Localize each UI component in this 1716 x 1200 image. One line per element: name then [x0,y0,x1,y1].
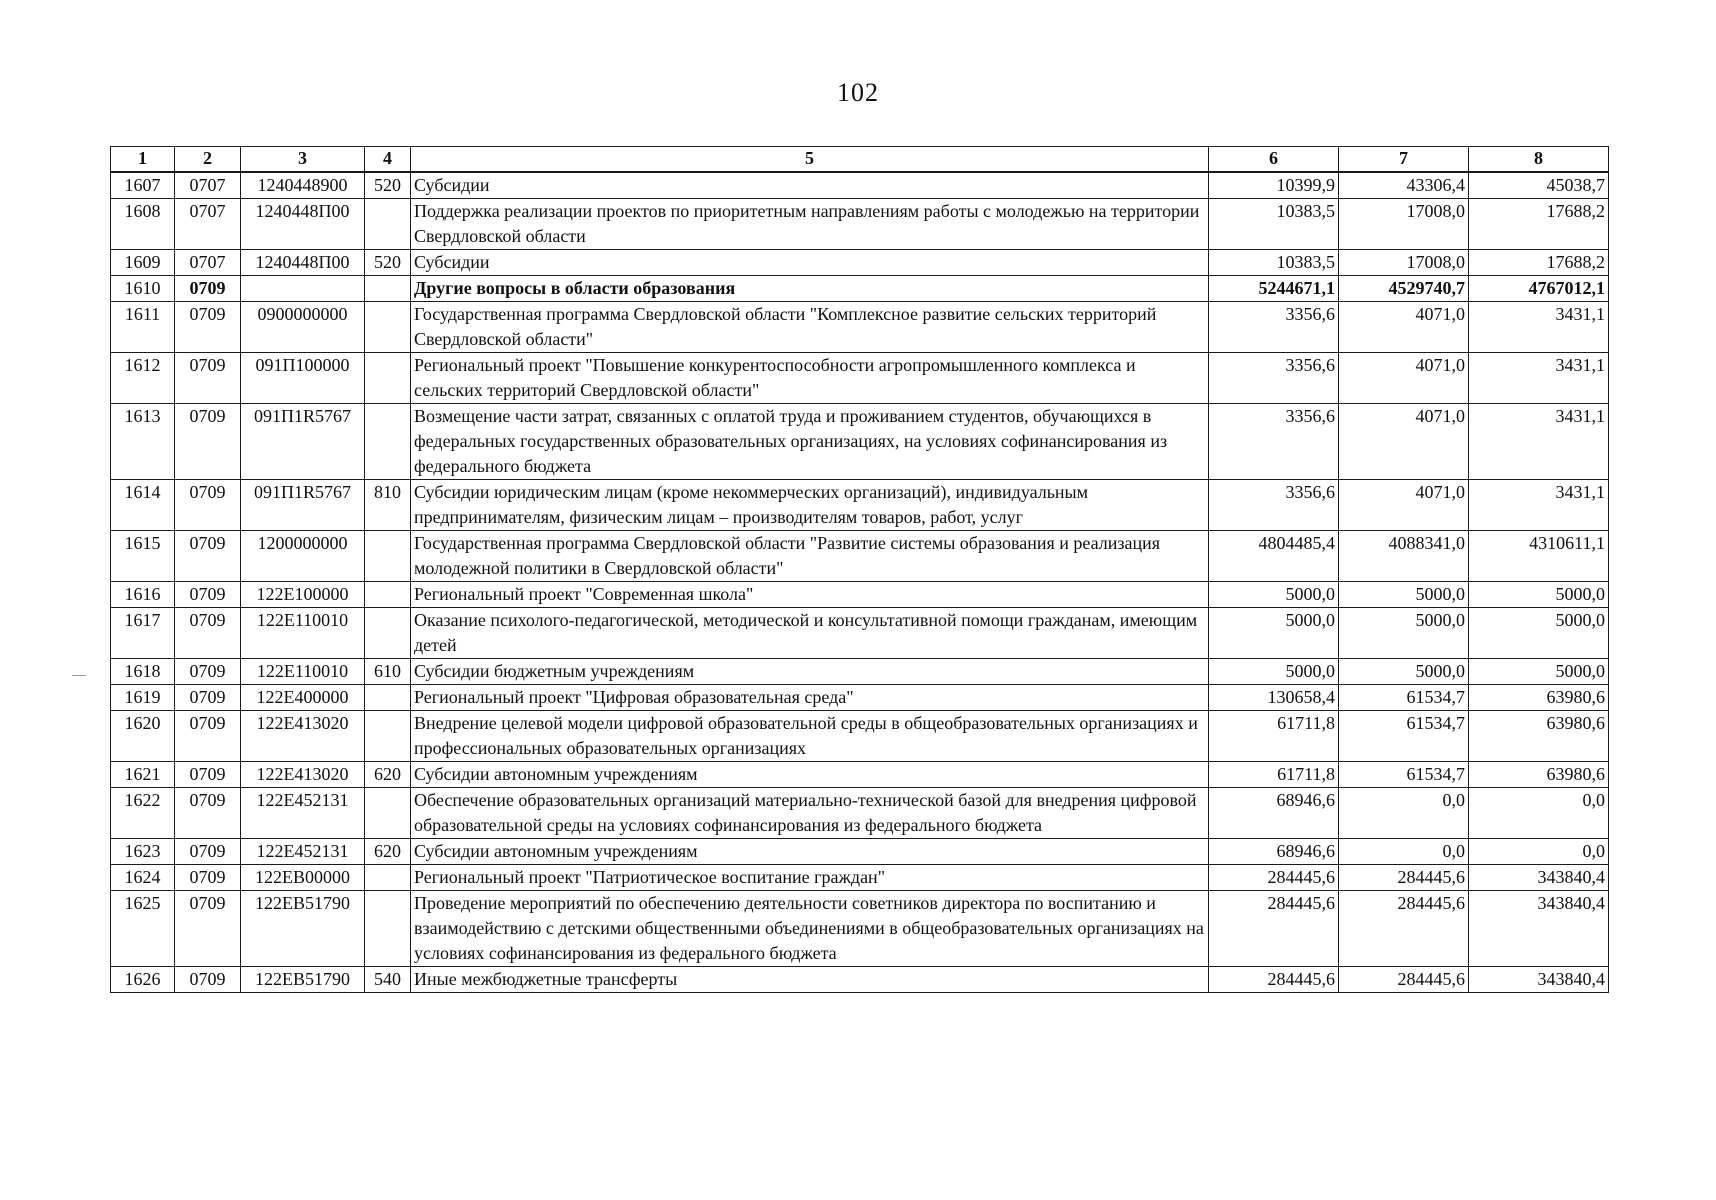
expense-type [365,276,411,302]
amount-col-8: 0,0 [1469,788,1609,839]
table-row [111,865,1609,891]
item-name: Субсидии [411,172,1209,199]
row-number: 1615 [111,531,175,582]
item-name: Обеспечение образовательных организаций материально-технической базой для внедрения цифровой образовательной среды на условиях софинансирования из федерального бюджета [411,788,1209,839]
page-number: 102 [837,78,879,107]
target-code: 122Е452131 [241,788,365,839]
amount-col-6: 10399,9 [1209,172,1339,199]
amount-col-8: 4767012,1 [1469,276,1609,302]
target-code: 1240448П00 [241,250,365,276]
amount-col-6: 68946,6 [1209,788,1339,839]
amount-col-6: 3356,6 [1209,353,1339,404]
section-code: 0709 [175,788,241,839]
item-name: Другие вопросы в области образования [411,276,1209,302]
expense-type [365,788,411,839]
amount-col-7: 4071,0 [1339,302,1469,353]
table-row [111,608,1609,659]
row-number: 1621 [111,762,175,788]
expense-type: 810 [365,480,411,531]
row-number: 1618 [111,659,175,685]
table-row [111,250,1609,276]
amount-col-6: 3356,6 [1209,404,1339,480]
amount-col-7: 5000,0 [1339,582,1469,608]
section-code: 0707 [175,172,241,199]
section-code: 0709 [175,353,241,404]
table-row [111,685,1609,711]
amount-col-8: 5000,0 [1469,608,1609,659]
target-code: 091П1R5767 [241,404,365,480]
expense-type [365,531,411,582]
col-header-1: 1 [111,147,175,173]
item-name: Региональный проект "Патриотическое воспитание граждан" [411,865,1209,891]
col-header-6: 6 [1209,147,1339,173]
amount-col-6: 284445,6 [1209,967,1339,993]
section-code: 0709 [175,480,241,531]
item-name: Государственная программа Свердловской области "Комплексное развитие сельских территорий Свердловской области" [411,302,1209,353]
amount-col-6: 61711,8 [1209,711,1339,762]
target-code: 122Е400000 [241,685,365,711]
target-code: 122ЕВ51790 [241,891,365,967]
row-number: 1626 [111,967,175,993]
amount-col-8: 63980,6 [1469,762,1609,788]
expense-type [365,685,411,711]
expense-type [365,608,411,659]
section-code: 0709 [175,582,241,608]
target-code: 091П1R5767 [241,480,365,531]
section-code: 0707 [175,250,241,276]
amount-col-8: 5000,0 [1469,659,1609,685]
amount-col-7: 43306,4 [1339,172,1469,199]
section-code: 0709 [175,839,241,865]
row-number: 1623 [111,839,175,865]
target-code: 091П100000 [241,353,365,404]
item-name: Субсидии бюджетным учреждениям [411,659,1209,685]
item-name: Субсидии юридическим лицам (кроме некоммерческих организаций), индивидуальным предпринимателям, физическим лицам – производителям товаров, работ, услуг [411,480,1209,531]
table-row [111,172,1609,199]
expense-type [365,404,411,480]
expense-type: 520 [365,172,411,199]
amount-col-8: 4310611,1 [1469,531,1609,582]
amount-col-7: 4071,0 [1339,480,1469,531]
target-code: 1240448900 [241,172,365,199]
expense-type [365,302,411,353]
row-number: 1625 [111,891,175,967]
expense-type: 610 [365,659,411,685]
row-number: 1616 [111,582,175,608]
table-header-row [111,147,1609,173]
target-code: 122Е413020 [241,762,365,788]
expense-type [365,353,411,404]
expense-type [365,199,411,250]
item-name: Поддержка реализации проектов по приоритетным направлениям работы с молодежью на территории Свердловской области [411,199,1209,250]
amount-col-8: 343840,4 [1469,865,1609,891]
col-header-8: 8 [1469,147,1609,173]
table-row [111,659,1609,685]
amount-col-6: 10383,5 [1209,199,1339,250]
amount-col-8: 343840,4 [1469,967,1609,993]
item-name: Иные межбюджетные трансферты [411,967,1209,993]
table-row [111,480,1609,531]
amount-col-8: 3431,1 [1469,353,1609,404]
amount-col-7: 17008,0 [1339,199,1469,250]
row-number: 1617 [111,608,175,659]
expense-type [365,891,411,967]
target-code: 122ЕВ51790 [241,967,365,993]
amount-col-6: 5000,0 [1209,608,1339,659]
amount-col-7: 4529740,7 [1339,276,1469,302]
table-row [111,582,1609,608]
target-code: 1240448П00 [241,199,365,250]
target-code: 122ЕВ00000 [241,865,365,891]
table-row [111,531,1609,582]
target-code: 122Е452131 [241,839,365,865]
section-code: 0709 [175,891,241,967]
amount-col-7: 0,0 [1339,788,1469,839]
expense-type: 520 [365,250,411,276]
amount-col-7: 284445,6 [1339,865,1469,891]
target-code: 0900000000 [241,302,365,353]
amount-col-7: 17008,0 [1339,250,1469,276]
amount-col-6: 5000,0 [1209,582,1339,608]
target-code: 122Е110010 [241,659,365,685]
item-name: Субсидии автономным учреждениям [411,762,1209,788]
col-header-5: 5 [411,147,1209,173]
row-number: 1607 [111,172,175,199]
target-code: 122Е413020 [241,711,365,762]
amount-col-7: 5000,0 [1339,659,1469,685]
amount-col-8: 17688,2 [1469,250,1609,276]
col-header-2: 2 [175,147,241,173]
target-code: 122Е110010 [241,608,365,659]
expense-type: 540 [365,967,411,993]
row-number: 1614 [111,480,175,531]
row-number: 1619 [111,685,175,711]
section-code: 0709 [175,711,241,762]
table-row [111,276,1609,302]
amount-col-6: 284445,6 [1209,865,1339,891]
amount-col-8: 3431,1 [1469,302,1609,353]
amount-col-7: 61534,7 [1339,762,1469,788]
expense-type [365,865,411,891]
row-number: 1612 [111,353,175,404]
table-row [111,967,1609,993]
section-code: 0709 [175,276,241,302]
item-name: Возмещение части затрат, связанных с оплатой труда и проживанием студентов, обучающихся в федеральных государственных образовательных организациях, на условиях софинансирования из федерального бюджета [411,404,1209,480]
amount-col-6: 284445,6 [1209,891,1339,967]
expense-type [365,582,411,608]
amount-col-7: 284445,6 [1339,967,1469,993]
table-row [111,302,1609,353]
amount-col-8: 45038,7 [1469,172,1609,199]
item-name: Государственная программа Свердловской области "Развитие системы образования и реализация молодежной политики в Свердловской области" [411,531,1209,582]
amount-col-7: 4071,0 [1339,353,1469,404]
amount-col-8: 63980,6 [1469,711,1609,762]
row-number: 1622 [111,788,175,839]
amount-col-7: 4071,0 [1339,404,1469,480]
section-code: 0709 [175,608,241,659]
table-row [111,788,1609,839]
section-code: 0707 [175,199,241,250]
col-header-7: 7 [1339,147,1469,173]
item-name: Субсидии [411,250,1209,276]
target-code: 122Е100000 [241,582,365,608]
margin-mark [72,675,86,676]
amount-col-6: 3356,6 [1209,480,1339,531]
amount-col-8: 3431,1 [1469,480,1609,531]
item-name: Региональный проект "Современная школа" [411,582,1209,608]
row-number: 1620 [111,711,175,762]
amount-col-7: 5000,0 [1339,608,1469,659]
section-code: 0709 [175,302,241,353]
table-row [111,199,1609,250]
amount-col-7: 0,0 [1339,839,1469,865]
amount-col-7: 61534,7 [1339,685,1469,711]
amount-col-8: 63980,6 [1469,685,1609,711]
table-body [111,172,1609,993]
amount-col-6: 68946,6 [1209,839,1339,865]
amount-col-6: 3356,6 [1209,302,1339,353]
item-name: Оказание психолого-педагогической, методической и консультативной помощи гражданам, имеющим детей [411,608,1209,659]
budget-table [110,146,1609,993]
target-code: 1200000000 [241,531,365,582]
amount-col-7: 61534,7 [1339,711,1469,762]
amount-col-8: 0,0 [1469,839,1609,865]
item-name: Региональный проект "Повышение конкурентоспособности агропромышленного комплекса и сельских территорий Свердловской области" [411,353,1209,404]
row-number: 1609 [111,250,175,276]
section-code: 0709 [175,967,241,993]
amount-col-6: 130658,4 [1209,685,1339,711]
amount-col-6: 10383,5 [1209,250,1339,276]
section-code: 0709 [175,404,241,480]
amount-col-8: 5000,0 [1469,582,1609,608]
item-name: Проведение мероприятий по обеспечению деятельности советников директора по воспитанию и взаимодействию с детскими общественными объединениями в общеобразовательных организациях на условиях софинансирования из федерального бюджета [411,891,1209,967]
section-code: 0709 [175,685,241,711]
amount-col-8: 17688,2 [1469,199,1609,250]
target-code [241,276,365,302]
amount-col-7: 4088341,0 [1339,531,1469,582]
section-code: 0709 [175,762,241,788]
item-name: Региональный проект "Цифровая образовательная среда" [411,685,1209,711]
table-row [111,404,1609,480]
amount-col-8: 3431,1 [1469,404,1609,480]
amount-col-6: 61711,8 [1209,762,1339,788]
section-code: 0709 [175,865,241,891]
row-number: 1610 [111,276,175,302]
table-row [111,353,1609,404]
table-row [111,762,1609,788]
row-number: 1611 [111,302,175,353]
row-number: 1608 [111,199,175,250]
item-name: Внедрение целевой модели цифровой образовательной среды в общеобразовательных организациях и профессиональных образовательных организациях [411,711,1209,762]
table-row [111,891,1609,967]
amount-col-7: 284445,6 [1339,891,1469,967]
col-header-3: 3 [241,147,365,173]
item-name: Субсидии автономным учреждениям [411,839,1209,865]
col-header-4: 4 [365,147,411,173]
amount-col-6: 4804485,4 [1209,531,1339,582]
amount-col-6: 5000,0 [1209,659,1339,685]
section-code: 0709 [175,531,241,582]
row-number: 1613 [111,404,175,480]
amount-col-6: 5244671,1 [1209,276,1339,302]
expense-type: 620 [365,762,411,788]
section-code: 0709 [175,659,241,685]
expense-type [365,711,411,762]
expense-type: 620 [365,839,411,865]
amount-col-8: 343840,4 [1469,891,1609,967]
row-number: 1624 [111,865,175,891]
table-row [111,839,1609,865]
table-row [111,711,1609,762]
